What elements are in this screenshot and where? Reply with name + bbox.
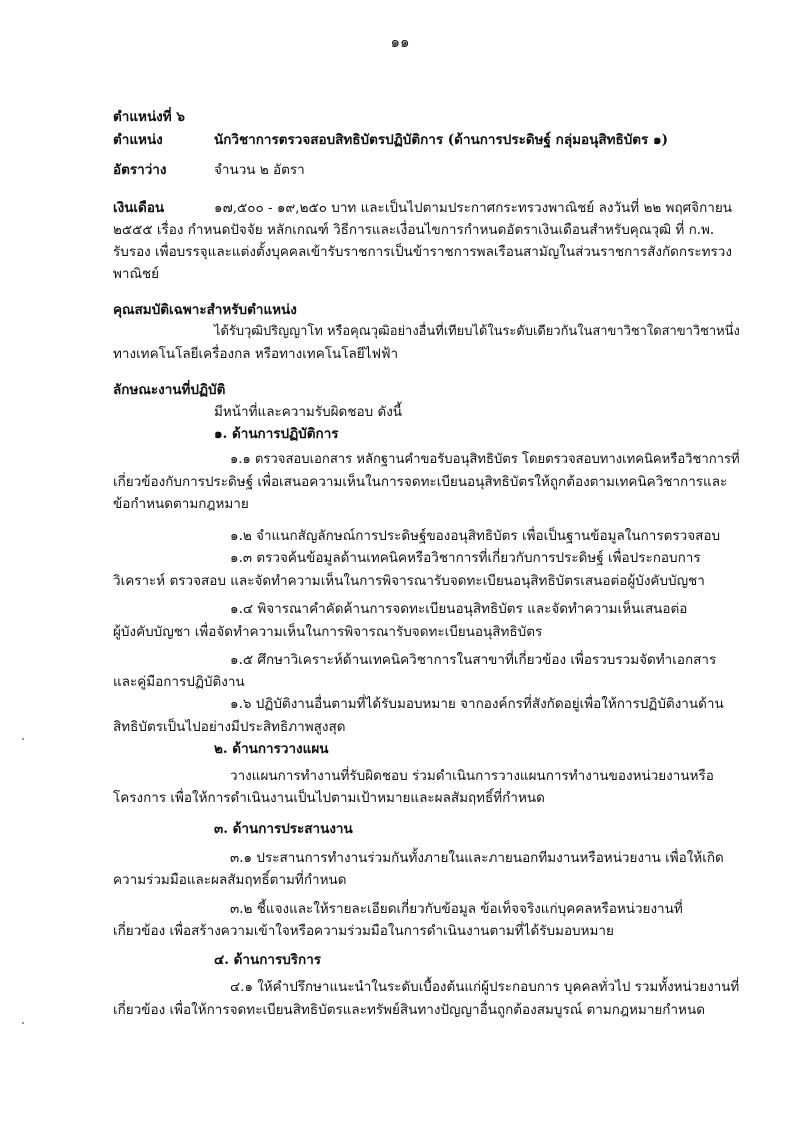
duty-item-line: ๑.๒ จำแนกสัญลักษณ์การประดิษฐ์ของอนุสิทธิบัตร เพื่อเป็นฐานข้อมูลในการตรวจสอบ [230,528,721,544]
duties-heading: ลักษณะงานที่ปฏิบัติ [113,382,226,398]
duty-item-line: ผู้บังคับบัญชา เพื่อจัดทำความเห็นในการพิจารณารับจดทะเบียนอนุสิทธิบัตร [113,624,543,640]
duty-item-line: โครงการ เพื่อให้การดำเนินงานเป็นไปตามเป้าหมายและผลสัมฤทธิ์ที่กำหนด [113,790,545,806]
section-title: ๒. ด้านการวางแผน [214,741,329,757]
duty-item-line: เกี่ยวข้อง เพื่อสร้างความเข้าใจหรือความร่วมมือในการดำเนินงานตามที่ได้รับมอบหมาย [113,923,614,939]
section-title: ๑. ด้านการปฏิบัติการ [214,426,339,442]
duty-item-line: ๑.๔ พิจารณาคำคัดค้านการจดทะเบียนอนุสิทธิบัตร และจัดทำความเห็นเสนอต่อ [230,601,688,617]
duty-item-line: ๑.๓ ตรวจค้นข้อมูลด้านเทคนิคหรือวิชาการที่เกี่ยวกับการประดิษฐ์ เพื่อประกอบการ [230,550,701,566]
qualification-line: ได้รับวุฒิปริญญาโท หรือคุณวุฒิอย่างอื่นที่เทียบได้ในระดับเดียวกันในสาขาวิชาใดสาขาวิชาหนึ่ง [214,324,740,339]
salary-line: รับรอง เพื่อบรรจุและแต่งตั้งบุคคลเข้ารับราชการเป็นข้าราชการพลเรือนสามัญในส่วนราชการสังกัดกระทรวง [113,244,732,260]
position-value: นักวิชาการตรวจสอบสิทธิบัตรปฏิบัติการ (ด้านการประดิษฐ์ กลุ่มอนุสิทธิบัตร ๑) [214,132,668,148]
duty-item-line: วิเคราะห์ ตรวจสอบ และจัดทำความเห็นในการพิจารณารับจดทะเบียนอนุสิทธิบัตรเสนอต่อผู้บังคับบัญชา [113,573,705,589]
duty-item-line: และคู่มือการปฏิบัติงาน [113,674,245,690]
duty-item-line: เกี่ยวข้องกับการประดิษฐ์ เพื่อเสนอความเห็นในการจดทะเบียนอนุสิทธิบัตรให้ถูกต้องตามเทคนิควิชาการและ [113,474,728,490]
duty-item-line: ความร่วมมือและผลสัมฤทธิ์ตามที่กำหนด [113,872,347,888]
duty-item-line: เกี่ยวข้อง เพื่อให้การจดทะเบียนสิทธิบัตรและทรัพย์สินทางปัญญาอื่นถูกต้องสมบูรณ์ ตามกฎหมายกำหนด [113,1002,705,1018]
duty-item-line: ๓.๒ ชี้แจงและให้รายละเอียดเกี่ยวกับข้อมูล ข้อเท็จจริงแก่บุคคลหรือหน่วยงานที่ [230,901,683,917]
duty-item-line: สิทธิบัตรเป็นไปอย่างมีประสิทธิภาพสูงสุด [113,719,346,735]
salary-line: ๒๕๕๕ เรื่อง กำหนดปัจจัย หลักเกณฑ์ วิธีการและเงื่อนไขการกำหนดอัตราเงินเดือนสำหรับคุณวุฒิ ที่ ก.พ. [113,222,715,238]
position-number: ตำแหน่งที่ ๖ [113,109,185,125]
salary-line: ๑๗,๕๐๐ - ๑๙,๒๕๐ บาท และเป็นไปตามประกาศกระทรวงพาณิชย์ ลงวันที่ ๒๒ พฤศจิกายน [214,200,732,216]
duty-item-line: ข้อกำหนดตามกฎหมาย [113,496,249,512]
duty-item-line: ๔.๑ ให้คำปรึกษาแนะนำในระดับเบื้องต้นแก่ผู้ประกอบการ บุคคลทั่วไป รวมทั้งหน่วยงานที่ [230,980,740,995]
duty-item-line: ๑.๑ ตรวจสอบเอกสาร หลักฐานคำขอรับอนุสิทธิบัตร โดยตรวจสอบทางเทคนิคหรือวิชาการที่ [230,452,740,467]
duties-intro: มีหน้าที่และความรับผิดชอบ ดังนี้ [214,404,403,420]
qualification-heading: คุณสมบัติเฉพาะสำหรับตำแหน่ง [113,302,297,318]
duty-item-line: ๓.๑ ประสานการทำงานร่วมกันทั้งภายในและภายนอกทีมงานหรือหน่วยงาน เพื่อให้เกิด [230,850,724,866]
salary-label: เงินเดือน [113,200,165,216]
duty-item-line: ๑.๖ ปฏิบัติงานอื่นตามที่ได้รับมอบหมาย จากองค์กรที่สังกัดอยู่เพื่อให้การปฏิบัติงานด้าน [230,696,724,712]
vacancy-label: อัตราว่าง [113,162,167,178]
page-number: ๑๑ [390,33,410,51]
scan-speck [22,1022,24,1024]
duty-item-line: วางแผนการทำงานที่รับผิดชอบ ร่วมดำเนินการวางแผนการทำงานของหน่วยงานหรือ [230,768,714,784]
position-label: ตำแหน่ง [113,132,163,148]
duty-item-line: ๑.๕ ศึกษาวิเคราะห์ด้านเทคนิควิชาการในสาขาที่เกี่ยวข้อง เพื่อรวบรวมจัดทำเอกสาร [230,652,717,668]
vacancy-value: จำนวน ๒ อัตรา [214,162,305,178]
section-title: ๓. ด้านการประสานงาน [214,821,353,837]
section-title: ๔. ด้านการบริการ [214,952,322,968]
scan-speck [22,738,24,740]
qualification-line: ทางเทคโนโลยีเครื่องกล หรือทางเทคโนโลยีไฟฟ้า [113,346,399,362]
salary-line: พาณิชย์ [113,266,160,282]
